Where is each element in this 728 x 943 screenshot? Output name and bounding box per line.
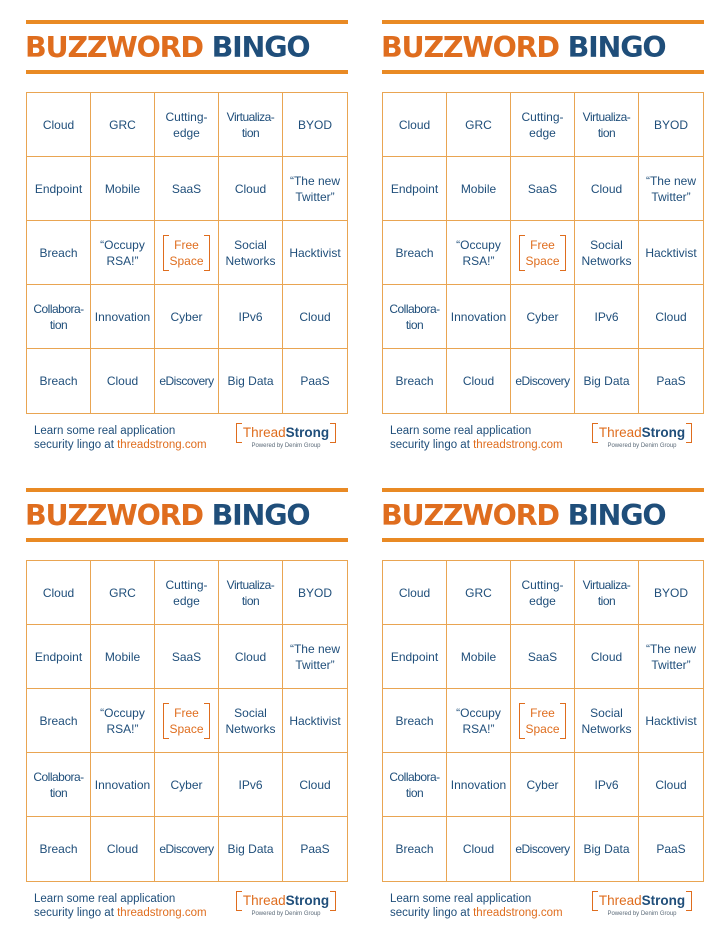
bingo-cell[interactable] (383, 349, 447, 413)
cell-label: “Occupy RSA!” (456, 705, 501, 736)
cell-label: “Occupy RSA!” (100, 237, 145, 268)
cell-label: Cyber (170, 777, 203, 792)
cell-label: eDiscovery (515, 842, 570, 856)
bingo-cell[interactable] (219, 753, 283, 817)
card-title (25, 28, 309, 68)
free-space-label: Free Space (519, 705, 565, 737)
cell-label: Endpoint (390, 649, 439, 664)
cell-label: BYOD (297, 117, 332, 132)
cell-label: GRC (465, 585, 492, 600)
cell-label: Hacktivist (645, 713, 697, 728)
cell-label: Cloud (42, 117, 75, 132)
logo-strong: Strong (285, 425, 330, 440)
cell-label: Cloud (299, 777, 331, 792)
bingo-cell[interactable] (639, 285, 703, 349)
bingo-cell[interactable] (639, 349, 703, 413)
cell-label: Cloud (106, 374, 139, 388)
cell-label: Breach (39, 713, 78, 728)
cell-label: BYOD (653, 117, 688, 132)
bingo-cell[interactable] (575, 753, 639, 817)
bingo-cell[interactable] (219, 625, 283, 689)
cell-label: eDiscovery (159, 842, 214, 856)
cell-label: Big Data (227, 374, 274, 388)
cell-label: Hacktivist (645, 245, 697, 260)
title-buzzword: BUZZWORD (25, 31, 203, 64)
bingo-cell[interactable] (383, 817, 447, 881)
footer-text (34, 424, 207, 452)
logo-wordmark (592, 893, 692, 909)
bingo-cell[interactable] (283, 753, 347, 817)
bingo-cell[interactable] (27, 221, 91, 285)
bingo-cell[interactable] (27, 285, 91, 349)
cell-label: IPv6 (594, 309, 619, 324)
bingo-cell[interactable] (575, 349, 639, 413)
cell-label: Virtualiza- tion (226, 577, 275, 608)
bingo-cell[interactable] (27, 625, 91, 689)
bingo-cell[interactable] (511, 157, 575, 221)
cell-label: Cloud (462, 374, 495, 388)
threadstrong-link[interactable]: threadstrong.com (473, 439, 563, 451)
bingo-cell[interactable] (219, 157, 283, 221)
footer-line-2 (34, 438, 207, 452)
bingo-cell[interactable] (219, 561, 283, 625)
threadstrong-link[interactable]: threadstrong.com (117, 907, 207, 919)
cell-label: PaaS (300, 842, 330, 856)
free-space-cell[interactable] (511, 689, 575, 753)
bingo-cell[interactable] (447, 817, 511, 881)
cell-label: Collabora- tion (389, 301, 440, 332)
threadstrong-logo (592, 891, 692, 921)
cell-label: “Occupy RSA!” (456, 237, 501, 268)
bingo-cell[interactable] (155, 285, 219, 349)
cell-label: Cloud (462, 842, 495, 856)
cell-label: Cutting- edge (521, 109, 564, 140)
bingo-cell[interactable] (575, 93, 639, 157)
logo-tagline: Powered by Denim Group (607, 443, 677, 449)
logo-tagline: Powered by Denim Group (251, 911, 321, 917)
bingo-cell[interactable] (91, 221, 155, 285)
logo-strong: Strong (641, 425, 686, 440)
bingo-cell[interactable] (91, 625, 155, 689)
cell-label: Collabora- tion (33, 301, 84, 332)
logo-strong: Strong (641, 893, 686, 908)
bottom-rule (382, 70, 704, 74)
bingo-cell[interactable] (575, 561, 639, 625)
bingo-cell[interactable] (511, 561, 575, 625)
cell-label: BYOD (653, 585, 688, 600)
cell-label: Endpoint (34, 181, 83, 196)
bingo-grid (26, 560, 348, 882)
cell-label: Cloud (398, 585, 431, 600)
bingo-cell[interactable] (383, 625, 447, 689)
cell-label: Breach (395, 245, 434, 260)
cell-label: PaaS (656, 842, 686, 856)
bingo-cell[interactable] (27, 157, 91, 221)
cell-label: PaaS (300, 374, 330, 388)
bottom-rule (26, 538, 348, 542)
logo-wordmark (236, 425, 336, 441)
bingo-cell[interactable] (511, 93, 575, 157)
logo-thread: Thread (598, 425, 642, 440)
cell-label: “The new Twitter” (289, 173, 341, 204)
cell-label: SaaS (527, 649, 558, 664)
cell-label: Social Networks (581, 237, 632, 268)
bingo-cell[interactable] (447, 285, 511, 349)
footer-prefix: security lingo at (390, 907, 470, 919)
bingo-cell[interactable] (27, 561, 91, 625)
footer-text (390, 424, 563, 452)
cell-label: Cloud (42, 585, 75, 600)
bingo-cell[interactable] (575, 689, 639, 753)
bingo-cell[interactable] (511, 817, 575, 881)
bingo-cell[interactable] (91, 157, 155, 221)
logo-tagline: Powered by Denim Group (607, 911, 677, 917)
bingo-card (26, 488, 348, 918)
footer-prefix: security lingo at (34, 907, 114, 919)
title-buzzword: BUZZWORD (381, 499, 559, 532)
bingo-cell[interactable] (91, 285, 155, 349)
footer-line-1: Learn some real application (390, 425, 532, 437)
bingo-cell[interactable] (639, 157, 703, 221)
title-bingo: BINGO (211, 31, 310, 64)
footer-line-1: Learn some real application (390, 893, 532, 905)
bingo-cell[interactable] (155, 625, 219, 689)
cell-label: “The new Twitter” (289, 641, 341, 672)
cell-label: Mobile (104, 649, 141, 664)
cell-label: Big Data (583, 842, 630, 856)
cell-label: Cloud (590, 649, 623, 664)
card-title (25, 496, 309, 536)
cell-label: eDiscovery (159, 374, 214, 388)
logo-thread: Thread (242, 425, 286, 440)
cell-label: Hacktivist (289, 245, 341, 260)
cell-label: “The new Twitter” (645, 173, 697, 204)
cell-label: Cyber (170, 309, 203, 324)
bingo-cell[interactable] (447, 157, 511, 221)
bingo-cell[interactable] (219, 285, 283, 349)
bingo-cell[interactable] (575, 625, 639, 689)
logo-thread: Thread (242, 893, 286, 908)
cell-label: Mobile (460, 181, 497, 196)
title-bingo: BINGO (567, 31, 666, 64)
cell-label: Breach (395, 713, 434, 728)
bingo-cell[interactable] (447, 93, 511, 157)
logo-thread: Thread (598, 893, 642, 908)
bingo-cell[interactable] (511, 285, 575, 349)
title-buzzword: BUZZWORD (381, 31, 559, 64)
title-buzzword: BUZZWORD (25, 499, 203, 532)
cell-label: Virtualiza- tion (582, 577, 631, 608)
cell-label: GRC (465, 117, 492, 132)
free-space-label: Free Space (519, 237, 565, 269)
cell-label: Endpoint (390, 181, 439, 196)
bingo-cell[interactable] (219, 817, 283, 881)
top-rule (26, 20, 348, 24)
logo-strong: Strong (285, 893, 330, 908)
cell-label: Big Data (227, 842, 274, 856)
bingo-cell[interactable] (283, 561, 347, 625)
cell-label: Innovation (94, 777, 151, 792)
footer-line-2 (34, 906, 207, 920)
logo-wordmark (236, 893, 336, 909)
bingo-cell[interactable] (639, 689, 703, 753)
bingo-cell[interactable] (219, 689, 283, 753)
free-space-cell[interactable] (155, 689, 219, 753)
bingo-cell[interactable] (575, 221, 639, 285)
bingo-cell[interactable] (27, 93, 91, 157)
bingo-cell[interactable] (383, 93, 447, 157)
cell-label: Cloud (234, 649, 267, 664)
threadstrong-link[interactable]: threadstrong.com (473, 907, 563, 919)
bingo-cell[interactable] (91, 689, 155, 753)
cell-label: Breach (39, 374, 78, 388)
cell-label: “Occupy RSA!” (100, 705, 145, 736)
cell-label: Cloud (234, 181, 267, 196)
footer-prefix: security lingo at (34, 439, 114, 451)
bingo-cell[interactable] (91, 817, 155, 881)
cell-label: Mobile (104, 181, 141, 196)
cell-label: BYOD (297, 585, 332, 600)
cell-label: Hacktivist (289, 713, 341, 728)
bingo-cell[interactable] (511, 349, 575, 413)
bingo-cell[interactable] (155, 753, 219, 817)
cell-label: IPv6 (238, 777, 263, 792)
bingo-cell[interactable] (639, 221, 703, 285)
free-space-label: Free Space (163, 705, 209, 737)
cell-label: IPv6 (238, 309, 263, 324)
threadstrong-link[interactable]: threadstrong.com (117, 439, 207, 451)
bottom-rule (382, 538, 704, 542)
cell-label: Cloud (106, 842, 139, 856)
cell-label: Innovation (450, 309, 507, 324)
cell-label: Innovation (450, 777, 507, 792)
cell-label: Cloud (590, 181, 623, 196)
cell-label: Cloud (398, 117, 431, 132)
bingo-cell[interactable] (155, 157, 219, 221)
free-space-cell[interactable] (155, 221, 219, 285)
bingo-cell[interactable] (219, 349, 283, 413)
bingo-cell[interactable] (639, 93, 703, 157)
bingo-cell[interactable] (219, 93, 283, 157)
bingo-cell[interactable] (575, 157, 639, 221)
bingo-cell[interactable] (575, 285, 639, 349)
cell-label: Cutting- edge (521, 577, 564, 608)
cell-label: PaaS (656, 374, 686, 388)
cell-label: Breach (39, 842, 78, 856)
bingo-cell[interactable] (91, 561, 155, 625)
cell-label: Endpoint (34, 649, 83, 664)
bingo-cell[interactable] (283, 93, 347, 157)
title-bingo: BINGO (567, 499, 666, 532)
bingo-cell[interactable] (575, 817, 639, 881)
footer-line-1: Learn some real application (34, 893, 176, 905)
cell-label: Big Data (583, 374, 630, 388)
bingo-cell[interactable] (27, 349, 91, 413)
footer-line-2 (390, 906, 563, 920)
cell-label: Breach (395, 374, 434, 388)
threadstrong-logo (236, 891, 336, 921)
cell-label: Cutting- edge (165, 109, 208, 140)
bingo-cell[interactable] (639, 561, 703, 625)
cell-label: “The new Twitter” (645, 641, 697, 672)
bingo-cell[interactable] (283, 349, 347, 413)
bingo-grid (26, 92, 348, 414)
cell-label: Collabora- tion (389, 769, 440, 800)
top-rule (26, 488, 348, 492)
bingo-cell[interactable] (27, 753, 91, 817)
bingo-cell[interactable] (283, 221, 347, 285)
cell-label: Virtualiza- tion (582, 109, 631, 140)
bingo-cell[interactable] (383, 221, 447, 285)
bingo-cell[interactable] (155, 561, 219, 625)
bingo-cell[interactable] (27, 817, 91, 881)
bingo-card (382, 20, 704, 450)
free-space-label: Free Space (163, 237, 209, 269)
footer-prefix: security lingo at (390, 439, 470, 451)
cell-label: Virtualiza- tion (226, 109, 275, 140)
cell-label: eDiscovery (515, 374, 570, 388)
bingo-cell[interactable] (511, 625, 575, 689)
bingo-cell[interactable] (639, 817, 703, 881)
cell-label: Social Networks (225, 705, 276, 736)
footer-text (34, 892, 207, 920)
bingo-cell[interactable] (155, 349, 219, 413)
bingo-grid (382, 560, 704, 882)
bingo-cell[interactable] (283, 625, 347, 689)
cell-label: SaaS (171, 181, 202, 196)
cell-label: SaaS (527, 181, 558, 196)
bingo-cell[interactable] (91, 349, 155, 413)
logo-tagline: Powered by Denim Group (251, 443, 321, 449)
threadstrong-logo (236, 423, 336, 453)
top-rule (382, 488, 704, 492)
bingo-cell[interactable] (283, 817, 347, 881)
footer-line-1: Learn some real application (34, 425, 176, 437)
bingo-cell[interactable] (639, 753, 703, 817)
top-rule (382, 20, 704, 24)
bingo-cell[interactable] (447, 349, 511, 413)
cell-label: Innovation (94, 309, 151, 324)
card-title (381, 496, 665, 536)
bingo-cell[interactable] (447, 221, 511, 285)
bingo-cell[interactable] (383, 157, 447, 221)
bingo-card (382, 488, 704, 918)
bingo-cell[interactable] (283, 157, 347, 221)
bingo-cell[interactable] (447, 689, 511, 753)
cell-label: GRC (109, 585, 136, 600)
bingo-cell[interactable] (511, 753, 575, 817)
bingo-cell[interactable] (283, 285, 347, 349)
cell-label: Mobile (460, 649, 497, 664)
bottom-rule (26, 70, 348, 74)
cell-label: Cloud (299, 309, 331, 324)
cell-label: Cyber (526, 309, 559, 324)
bingo-cell[interactable] (383, 285, 447, 349)
free-space-cell[interactable] (511, 221, 575, 285)
cell-label: GRC (109, 117, 136, 132)
logo-wordmark (592, 425, 692, 441)
bingo-cell[interactable] (283, 689, 347, 753)
threadstrong-logo (592, 423, 692, 453)
bingo-cell[interactable] (447, 561, 511, 625)
footer-text (390, 892, 563, 920)
cell-label: Social Networks (225, 237, 276, 268)
title-bingo: BINGO (211, 499, 310, 532)
card-title (381, 28, 665, 68)
bingo-cell[interactable] (91, 753, 155, 817)
footer-line-2 (390, 438, 563, 452)
bingo-grid (382, 92, 704, 414)
cell-label: Collabora- tion (33, 769, 84, 800)
bingo-cell[interactable] (27, 689, 91, 753)
cell-label: Cyber (526, 777, 559, 792)
bingo-cell[interactable] (91, 93, 155, 157)
cell-label: Social Networks (581, 705, 632, 736)
cell-label: Breach (395, 842, 434, 856)
bingo-cell[interactable] (639, 625, 703, 689)
bingo-cell[interactable] (383, 561, 447, 625)
bingo-cell[interactable] (219, 221, 283, 285)
cell-label: SaaS (171, 649, 202, 664)
bingo-card (26, 20, 348, 450)
bingo-cell[interactable] (155, 93, 219, 157)
cell-label: IPv6 (594, 777, 619, 792)
bingo-cell[interactable] (383, 689, 447, 753)
bingo-cell[interactable] (447, 625, 511, 689)
bingo-cell[interactable] (447, 753, 511, 817)
bingo-cell[interactable] (155, 817, 219, 881)
cell-label: Cloud (655, 309, 687, 324)
cell-label: Breach (39, 245, 78, 260)
bingo-cell[interactable] (383, 753, 447, 817)
cell-label: Cutting- edge (165, 577, 208, 608)
cell-label: Cloud (655, 777, 687, 792)
